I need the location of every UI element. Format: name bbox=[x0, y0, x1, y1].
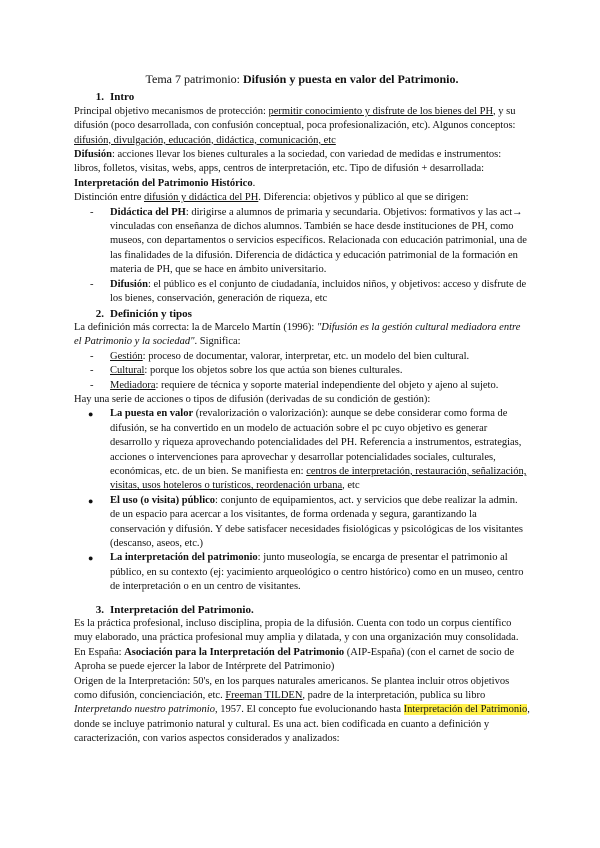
highlighted-text: Interpretación del Patrimonio bbox=[403, 704, 528, 716]
list-item-uso-publico: ● El uso (o visita) público: conjunto de equipamientos, act. y servicios que debe realizar la admin. de un espacio para acercar a los visitantes, de forma ordenada y segura, garantizando la conservación y difusión. Y debe satisfacer necesidades fisiológicas y psicológicas de los visitantes (descanso, aseos, etc.) bbox=[74, 494, 530, 552]
paragraph-objective: Principal objetivo mecanismos de protección: permitir conocimiento y disfrute de los bienes del PH, y su difusión (poco desarrollada, con confusión conceptual, poca profesionalización, etc). Algunos conceptos: difusión, divulgación, educación, didáctica, comunicación, etc bbox=[74, 105, 516, 146]
list-item-mediadora: - Mediadora: requiere de técnica y soporte material independiente del objeto y ajeno al sujeto. bbox=[74, 379, 530, 393]
paragraph-definicion: La definición más correcta: la de Marcelo Martín (1996): "Difusión es la gestión cultural mediadora entre el Patrimonio y la sociedad". Significa: bbox=[74, 321, 521, 348]
section-heading-definicion: 2. Definición y tipos bbox=[95, 307, 192, 320]
paragraph-tipos: Hay una serie de acciones o tipos de difusión (derivadas de su condición de gestión): bbox=[74, 393, 431, 405]
list-item-difusion: - Difusión: el público es el conjunto de ciudadanía, incluidos niños, y objetivos: acceso y disfrute de los bienes, conservación, generación de riqueza, etc bbox=[74, 278, 530, 307]
list-item-gestion: - Gestión: proceso de documentar, valorar, interpretar, etc. un modelo del bien cultural. bbox=[74, 350, 530, 364]
list-item-didactica: - Didáctica del PH: dirigirse a alumnos de primaria y secundaria. Objetivos: formativos y las act→ vinculadas con enseñanza de dichos alumnos. También se hace desde instituciones de PH, como museos, con departamentos o servicios específicos. Relacionada con educación patrimonial, una de las finalidades de la difusión. Diferencia de didáctica y educación patrimonial de la formación en materia de PH, que se hace en ámbito universitario. bbox=[74, 206, 530, 278]
dash-list-significado bbox=[74, 350, 530, 393]
bullet-list-tipos bbox=[74, 407, 530, 594]
dash-list-distincion bbox=[74, 206, 530, 307]
paragraph-difusion: Difusión: acciones llevar los bienes culturales a la sociedad, con variedad de medidas e instrumentos: libros, folletos, visitas, webs, apps, centros de interpretación, etc. Tipo de difusión + desarrollada: Interpretación del Patrimonio Histórico. bbox=[74, 149, 502, 189]
section-heading-intro: 1. Intro bbox=[95, 91, 135, 104]
list-item-cultural: - Cultural: porque los objetos sobre los que actúa son bienes culturales. bbox=[74, 364, 530, 378]
paragraph-origen: Origen de la Interpretación: 50's, en los parques naturales americanos. Se plantea incluir otros objetivos como difusión, concienciación, etc. Freeman TILDEN, padre de la interpretación, publica su libro Interpretando nuestro patrimonio, 1957. El concepto fue evolucionando hasta Interpretación del Patrimonio, donde se incluye patrimonio natural y cultural. Es una act. bien codificada en cuanto a definición y caracterización, con varios aspectos considerados y analizados: bbox=[74, 675, 530, 745]
page-title: Tema 7 patrimonio: Difusión y puesta en valor del Patrimonio. bbox=[145, 72, 459, 86]
list-item-interpretacion: ● La interpretación del patrimonio: junto museología, se encarga de presentar el patrimonio al público, en su contexto (ej: yacimiento arqueológico o centro histórico) como en un museo, centro de interpretación o en un centro de visitantes. bbox=[74, 551, 530, 594]
list-item-puesta-en-valor: ● La puesta en valor (revalorización o valorización): aunque se debe considerar como forma de difusión, se ha convertido en un modelo de actuación sobre el pc cuyo objetivo es generar desarrollo y riqueza aprovechando potencialidades del PH. Referencia a instrumentos, estrategias, acciones o intervenciones para aprovechar y desarrollar potencialidades sociales, culturales, económicas, etc. de un bien. Se manifiesta en: centros de interpretación, restauración, señalización, visitas, usos hoteleros o turísticos, reordenación urbana, etc bbox=[74, 407, 530, 493]
paragraph-practica: Es la práctica profesional, incluso disciplina, propia de la difusión. Cuenta con todo un corpus científico muy elaborado, una práctica profesional muy amplia y dilatada, y con una organización muy consolidada. En España: Asociación para la Interpretación del Patrimonio (AIP-España) (con el carnet de socio de Aproha se puede ejercer la labor de Intérprete del Patrimonio) bbox=[74, 618, 519, 673]
section-heading-interpretacion: 3. Interpretación del Patrimonio. bbox=[95, 603, 254, 616]
document-page bbox=[74, 72, 530, 747]
paragraph-distincion: Distinción entre difusión y didáctica del PH. Diferencia: objetivos y público al que se dirigen: bbox=[74, 192, 469, 204]
